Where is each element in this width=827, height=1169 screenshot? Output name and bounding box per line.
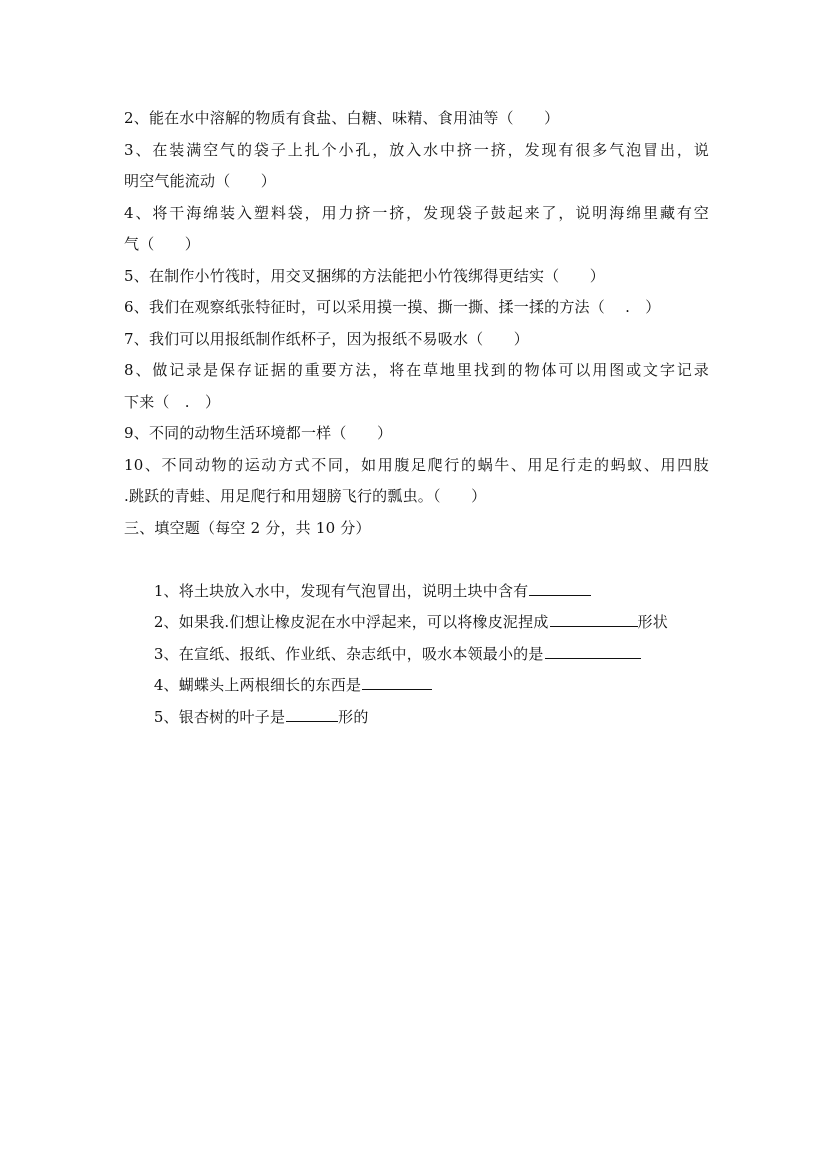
judgement-q7: 7、我们可以用报纸制作纸杯子，因为报纸不易吸水（ ） — [124, 329, 529, 348]
fill-q1-text: 1、将土块放入水中，发现有气泡冒出，说明土块中含有 — [153, 581, 529, 600]
judgement-q9: 9、不同的动物生活环境都一样（ ） — [124, 424, 393, 442]
fill-q4-blank[interactable] — [362, 675, 432, 690]
judgement-q4-line2: 气（ ） — [124, 235, 201, 253]
fill-q5-blank[interactable] — [286, 707, 338, 722]
judgement-q8-line1: 8、做记录是保存证据的重要方法，将在草地里找到的物体可以用图或文字记录 — [124, 361, 709, 379]
judgement-q5: 5、在制作小竹筏时，用交叉捆绑的方法能把小竹筏绑得更结实（ ） — [124, 266, 605, 285]
judgement-q10-line2: .跳跃的青蛙、用足爬行和用翅膀飞行的瓢虫。（ ） — [124, 487, 487, 505]
fill-q5-after: 形的 — [338, 707, 369, 726]
fill-q2-after: 形状 — [637, 613, 668, 631]
judgement-q10-line1: 10、不同动物的运动方式不同，如用腹足爬行的蜗牛、用足行走的蚂蚁、用四肢 — [124, 455, 709, 474]
fill-q3-text: 3、在宣纸、报纸、作业纸、杂志纸中，吸水本领最小的是 — [153, 644, 544, 663]
fill-q1-blank[interactable] — [529, 581, 591, 596]
judgement-q3-line1: 3、在装满空气的袋子上扎个小孔，放入水中挤一挤，发现有很多气泡冒出，说 — [124, 140, 709, 159]
document-content — [124, 103, 709, 726]
judgement-q3-line2: 明空气能流动（ ） — [124, 172, 277, 190]
fill-q3-blank[interactable] — [545, 644, 641, 659]
judgement-q4-line1: 4、将干海绵装入塑料袋，用力挤一挤，发现袋子鼓起来了，说明海绵里藏有空 — [124, 203, 709, 222]
fill-q4-text: 4、蝴蝶头上两根细长的东西是 — [153, 676, 362, 694]
judgement-q8-line2: 下来（ . ） — [124, 392, 221, 411]
fill-q5-text: 5、银杏树的叶子是 — [153, 707, 286, 726]
fill-q2-blank[interactable] — [550, 612, 638, 627]
fill-q1 — [124, 544, 709, 600]
judgement-q6: 6、我们在观察纸张特征时，可以采用摸一摸、撕一撕、揉一揉的方法（ . ） — [124, 298, 661, 316]
judgement-q2: 2、能在水中溶解的物质有食盐、白糖、味精、食用油等（ ） — [124, 109, 560, 127]
fill-q2-text: 2、如果我.们想让橡皮泥在水中浮起来，可以将橡皮泥捏成 — [153, 613, 549, 631]
fill-section-heading: 三、填空题（每空 2 分，共 10 分） — [124, 518, 371, 537]
